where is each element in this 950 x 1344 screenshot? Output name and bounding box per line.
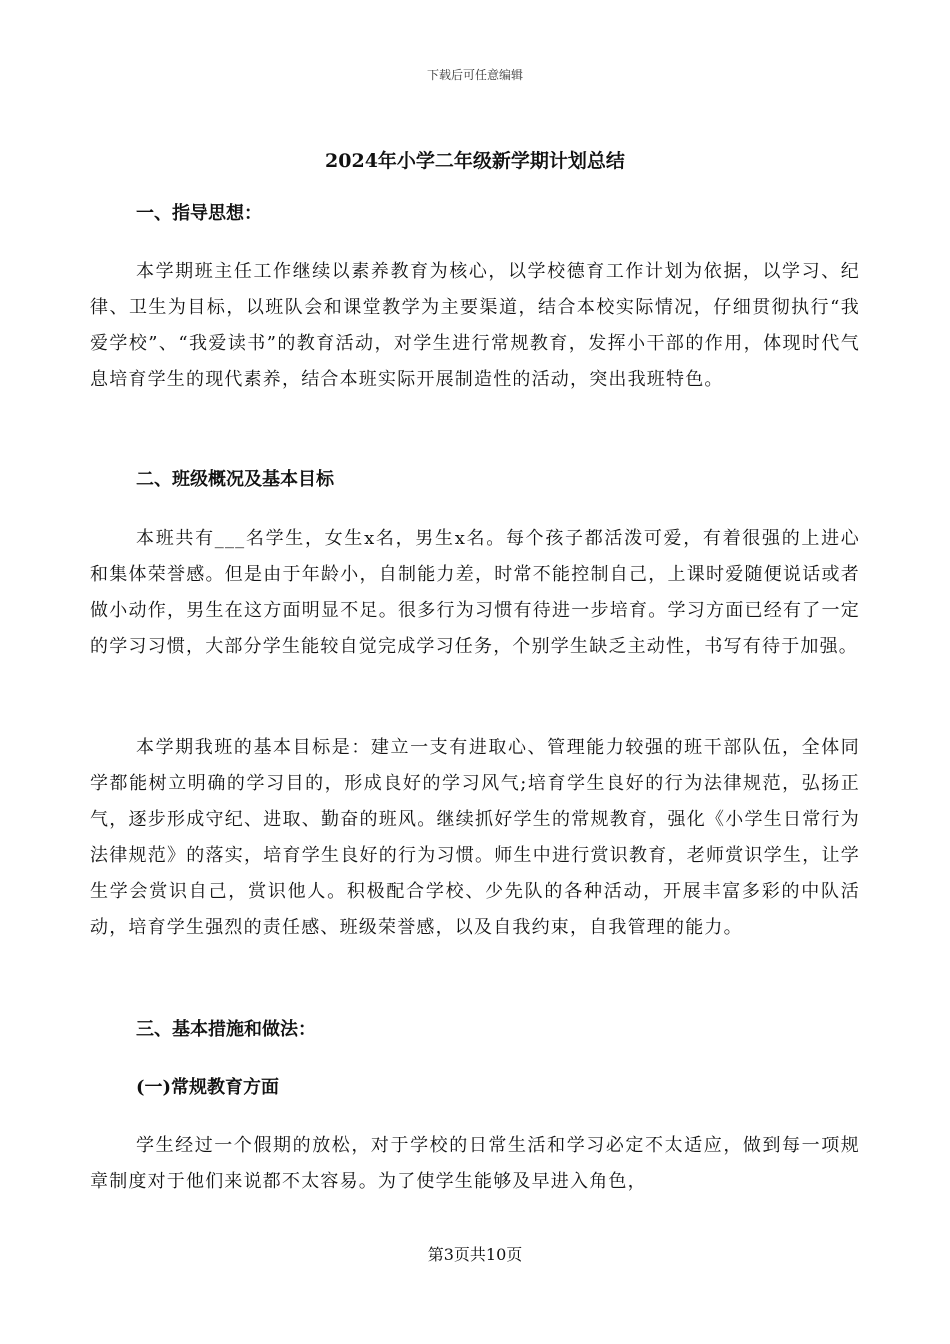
section-3-heading: 三、基本措施和做法：	[136, 1019, 316, 1040]
header-note: 下载后可任意编辑	[426, 68, 523, 82]
document-title: 2024年小学二年级新学期计划总结	[325, 150, 625, 172]
section-1-paragraph: 本学期班主任工作继续以素养教育为核心，以学校德育工作计划为依据，以学习、纪律、卫生为目标，以班队会和课堂教学为主要渠道，结合本校实际情况，仔细贯彻执行“我爱学校”、“我爱读书”的教育活动，对学生进行常规教育，发挥小干部的作用，体现时代气息培育学生的现代素养，结合本班实际开展制造性的活动，突出我班特色。	[90, 261, 860, 390]
section-3-paragraph: 学生经过一个假期的放松，对于学校的日常生活和学习必定不太适应，做到每一项规章制度对于他们来说都不太容易。为了使学生能够及早进入角色，	[90, 1135, 860, 1192]
page-number-footer: 第3页共10页	[427, 1245, 523, 1264]
section-2-paragraph-2: 本学期我班的基本目标是：建立一支有进取心、管理能力较强的班干部队伍，全体同学都能树立明确的学习目的，形成良好的学习风气;培育学生良好的行为法律规范，弘扬正气，逐步形成守纪、进取、勤奋的班风。继续抓好学生的常规教育，强化《小学生日常行为法律规范》的落实，培育学生良好的行为习惯。师生中进行赏识教育，老师赏识学生，让学生学会赏识自己，赏识他人。积极配合学校、少先队的各种活动，开展丰富多彩的中队活动，培育学生强烈的责任感、班级荣誉感，以及自我约束，自我管理的能力。	[90, 737, 860, 938]
section-2-paragraph-1: 本班共有___名学生，女生x名，男生x名。每个孩子都活泼可爱，有着很强的上进心和集体荣誉感。但是由于年龄小，自制能力差，时常不能控制自己，上课时爱随便说话或者做小动作，男生在这方面明显不足。很多行为习惯有待进一步培育。学习方面已经有了一定的学习习惯，大部分学生能较自觉完成学习任务，个别学生缺乏主动性，书写有待于加强。	[90, 528, 860, 657]
section-2-heading: 二、班级概况及基本目标	[136, 469, 334, 490]
section-1-heading: 一、指导思想：	[136, 203, 262, 224]
section-3-subheading: (一)常规教育方面	[136, 1077, 280, 1098]
